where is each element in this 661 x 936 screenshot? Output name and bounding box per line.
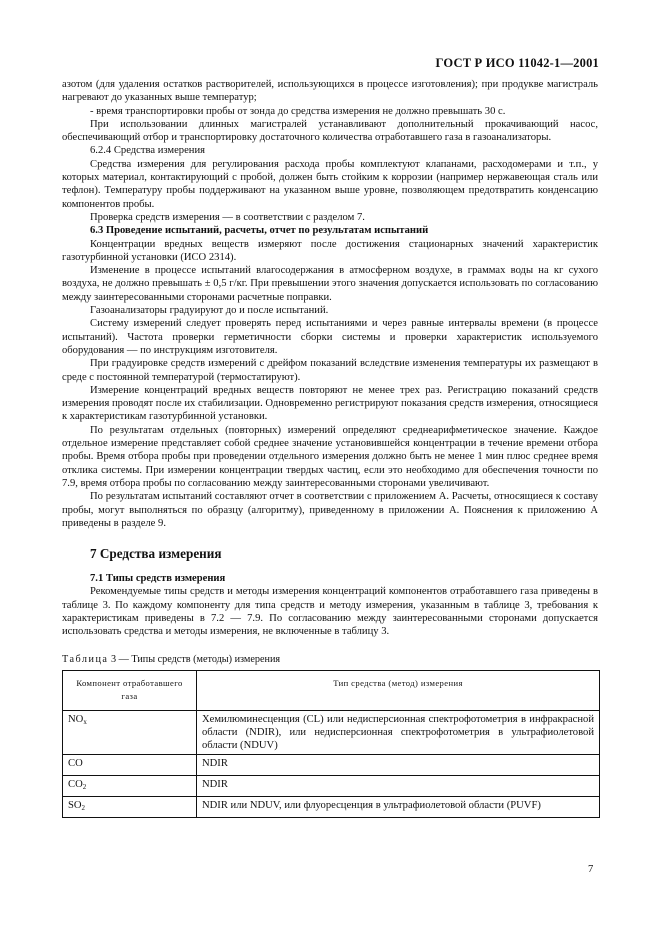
table-header-row (63, 670, 600, 710)
document-header: ГОСТ Р ИСО 11042-1—2001 (435, 56, 599, 70)
method-cell: NDIR (197, 754, 600, 775)
paragraph: - время транспортировки пробы от зонда до средства измерения не должно превышать 30 с. (90, 105, 506, 117)
method-cell: NDIR или NDUV, или флуоресценция в ультрафиолетовой области (PUVF) (197, 796, 600, 817)
subsection-heading-7-1: 7.1 Типы средств измерения (90, 573, 226, 585)
subsection-heading-6-3: 6.3 Проведение испытаний, расчеты, отчет по результатам испытаний (90, 225, 429, 237)
component-formula: CO (68, 757, 83, 769)
component-formula: NO (68, 713, 84, 725)
table-row (63, 754, 600, 775)
paragraph: По результатам испытаний составляют отчет в соответствии с приложением А. Расчеты, относящиеся к составу пробы, могут выполняться по образцу (алгоритму), приведенному в приложении А. Пояснения к приложению А приведены в разделе 9. (62, 491, 598, 529)
paragraph: Рекомендуемые типы средств и методы измерения концентраций компонентов отработавшего газа приведены в таблице 3. По каждому компоненту для типа средств и методу измерения, указанным в таблице 3, требования к характеристикам приведены в 7.2 — 7.9. По согласованию между заинтересованными сторонами допускается использовать средства и методы измерения, не включенные в таблицу 3. (62, 586, 598, 638)
measurement-types-table (62, 670, 600, 818)
paragraph: При использовании длинных магистралей устанавливают дополнительный прокачивающий насос, обеспечивающий отбор и транспортировку достаточного количества отработавшего газа в газоанализаторы. (62, 118, 598, 144)
method-cell: Хемилюминесценция (CL) или недисперсионная спектрофотометрия в инфракрасной области (NDIR), или недисперсионная спектрофотометрия в ультрафиолетовой области (NDUV) (197, 710, 600, 754)
subsection-heading-6-2-4: 6.2.4 Средства измерения (90, 145, 206, 157)
component-formula: CO (68, 778, 83, 790)
component-formula: SO (68, 799, 82, 811)
section-heading-7: 7 Средства измерения (90, 546, 222, 562)
page-content (62, 78, 598, 818)
paragraph: Концентрации вредных веществ измеряют после достижения стационарных значений характеристик газотурбинной установки (ИСО 2314). (62, 238, 598, 263)
table-caption (62, 653, 598, 666)
page-number: 7 (588, 864, 594, 875)
paragraph: Проверка средств измерения — в соответствии с разделом 7. (90, 211, 365, 223)
table-row (63, 710, 600, 754)
paragraph: При градуировке средств измерений с дрейфом показаний вследствие изменения температуры их размещают в среде с постоянной температурой (термостатируют). (62, 358, 598, 383)
paragraph: Изменение в процессе испытаний влагосодержания в атмосферном воздухе, в граммах воды на кг сухого воздуха, не должно превышать ± 0,5 г/кг. При превышении этого значения допускается использовать по согласованию между заинтересованными сторонами расчетные поправки. (62, 265, 598, 303)
component-subscript: 2 (81, 803, 86, 812)
component-cell (63, 796, 197, 817)
column-header-method: Тип средства (метод) измерения (197, 670, 600, 710)
table-caption-text: 3 — Типы средств (методы) измерения (108, 653, 281, 665)
component-cell (63, 775, 197, 796)
table-row (63, 775, 600, 796)
method-cell: NDIR (197, 775, 600, 796)
paragraph: Средства измерения для регулирования расхода пробы комплектуют клапанами, расходомерами и т.п., у которых материал, контактирующий с пробой, должен быть стойким к коррозии (например нержавеющая сталь или тефлон). Температуру пробы поддерживают на указанном выше уровне, позволяющем предотвратить конденсацию компонентов пробы. (62, 158, 598, 210)
paragraph: Систему измерений следует проверять перед испытаниями и через равные интервалы времени (в процессе испытаний). Частота проверки герметичности сборки системы и проверки характеристик используемого оборудования — по инструкциям изготовителя. (62, 318, 598, 356)
paragraph: По результатам отдельных (повторных) измерений определяют среднеарифметическое значение. Каждое отдельное измерение представляет собой среднее значение установившейся концентрации в течение времени отбора пробы. Время отбора пробы при проведении отдельного измерения должно быть не менее 1 мин плюс среднее время отклика системы. При измерении концентрации твердых частиц, если это необходимо для обеспечения точности по 7.9, время отбора пробы по согласованию между заинтересованными сторонами увеличивают. (62, 424, 598, 489)
component-subscript: x (83, 717, 87, 726)
paragraph: азотом (для удаления остатков растворителей, использующихся в процессе изготовления); при продукве магистраль нагревают до указанных выше температур; (62, 79, 598, 104)
table-row (63, 796, 600, 817)
paragraph: Газоанализаторы градуируют до и после испытаний. (90, 305, 329, 317)
component-cell (63, 710, 197, 754)
table-caption-label: Таблица (62, 653, 109, 665)
component-cell (63, 754, 197, 775)
component-subscript: 2 (82, 782, 87, 791)
column-header-component: Компонент отработавшего газа (63, 670, 197, 710)
paragraph: Измерение концентраций вредных веществ повторяют не менее трех раз. Регистрацию показаний средств измерения проводят после их стабилизации. Одновременно регистрируют показания средств измерения, относящиеся к характеристикам газотурбинной установки. (62, 384, 598, 423)
